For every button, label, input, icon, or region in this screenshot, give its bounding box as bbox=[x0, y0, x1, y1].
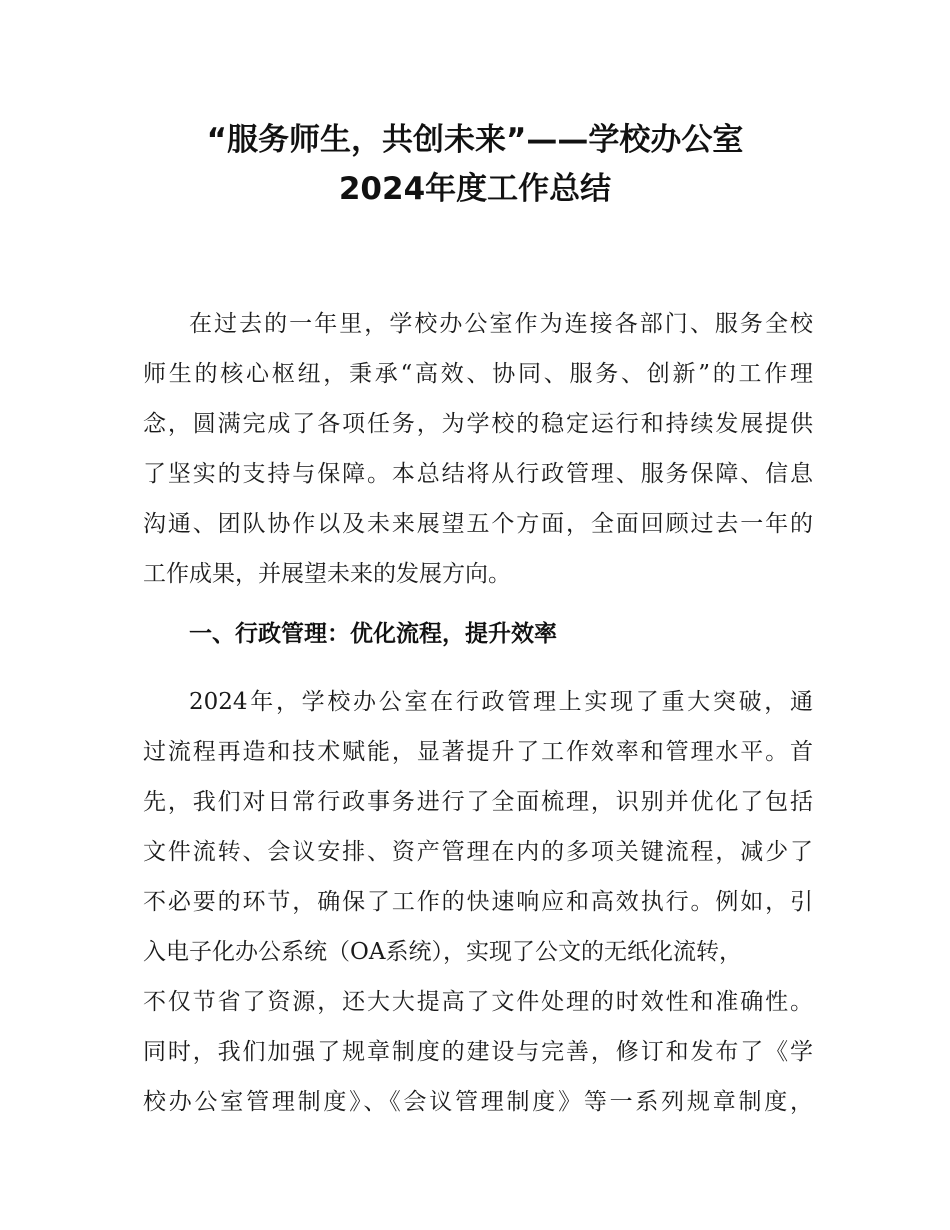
section-paragraph-line: 不必要的环节，确保了工作的快速响应和高效执行。例如，引 bbox=[143, 889, 813, 915]
section-paragraph-line: 过流程再造和技术赋能，显著提升了工作效率和管理水平。首 bbox=[143, 739, 813, 765]
intro-paragraph-line: 了坚实的支持与保障。本总结将从行政管理、服务保障、信息 bbox=[143, 461, 813, 487]
section-paragraph-line: 入电子化办公系统（OA系统），实现了公文的无纸化流转， bbox=[143, 939, 742, 965]
section-paragraph-line: 不仅节省了资源，还大大提高了文件处理的时效性和准确性。 bbox=[143, 989, 813, 1015]
document-title-line-1: “服务师生，共创未来”——学校办公室 bbox=[206, 122, 744, 158]
section-paragraph-line: 先，我们对日常行政事务进行了全面梳理，识别并优化了包括 bbox=[143, 789, 813, 815]
section-paragraph-line: 校办公室管理制度》、《会议管理制度》等一系列规章制度， bbox=[143, 1089, 813, 1115]
intro-paragraph-line: 念，圆满完成了各项任务，为学校的稳定运行和持续发展提供 bbox=[143, 411, 813, 437]
section-paragraph-line: 同时，我们加强了规章制度的建设与完善，修订和发布了《学 bbox=[143, 1039, 813, 1065]
intro-paragraph-line: 工作成果，并展望未来的发展方向。 bbox=[143, 561, 511, 587]
document-title-line-2: 2024年度工作总结 bbox=[338, 171, 612, 207]
intro-paragraph-line: 师生的核心枢纽，秉承“高效、协同、服务、创新”的工作理 bbox=[143, 361, 813, 387]
section-heading: 一、行政管理：优化流程，提升效率 bbox=[189, 621, 557, 647]
intro-paragraph-line: 在过去的一年里，学校办公室作为连接各部门、服务全校 bbox=[189, 311, 813, 337]
intro-paragraph-line: 沟通、团队协作以及未来展望五个方面，全面回顾过去一年的 bbox=[143, 511, 813, 537]
section-paragraph-line: 2024年，学校办公室在行政管理上实现了重大突破，通 bbox=[189, 689, 813, 715]
section-paragraph-line: 文件流转、会议安排、资产管理在内的多项关键流程，减少了 bbox=[143, 839, 813, 865]
